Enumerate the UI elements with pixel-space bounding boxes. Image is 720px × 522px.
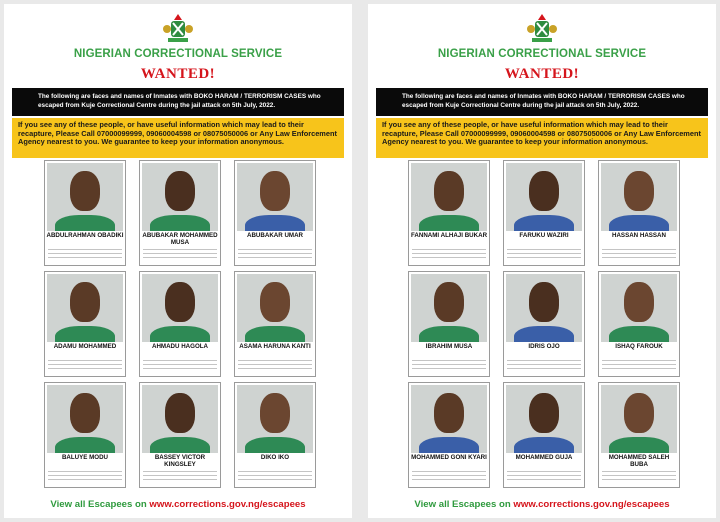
wanted-poster-right [368, 4, 716, 518]
inmate-photo [506, 163, 582, 231]
inmate-grid [408, 160, 680, 486]
inmate-photo [142, 274, 218, 342]
inmate-details [507, 468, 581, 484]
inmate-card [408, 382, 490, 488]
inmate-photo [601, 274, 677, 342]
inmate-name: ASAMA HARUNA KANTI [239, 343, 311, 350]
inmate-photo [411, 385, 487, 453]
inmate-photo [411, 274, 487, 342]
inmate-details [412, 246, 486, 262]
inmate-name: ABUBAKAR MOHAMMED MUSA [142, 232, 218, 246]
inmate-details [412, 357, 486, 373]
inmate-card [44, 382, 126, 488]
inmate-photo [47, 385, 123, 453]
inmate-name: FARUKU WAZIRI [519, 232, 569, 239]
inmate-details [602, 468, 676, 484]
inmate-card [598, 271, 680, 377]
inmate-photo [47, 163, 123, 231]
inmate-card [598, 382, 680, 488]
inmate-card [234, 160, 316, 266]
contact-notice: If you see any of these people, or have useful information which may lead to their recapture, Please Call 07000099999, 09060004598 or 08075050006 or Any Law Enforcement Agency nearest to you. We guarantee to keep your information anonymous. [376, 118, 708, 158]
inmate-card [234, 271, 316, 377]
inmate-name: ADAMU MOHAMMED [53, 343, 117, 350]
inmate-details [48, 357, 122, 373]
inmate-details [602, 357, 676, 373]
inmate-photo [237, 163, 313, 231]
inmate-name: MOHAMMED SALEH BUBA [608, 454, 670, 468]
inmate-details [507, 357, 581, 373]
inmate-card [139, 271, 221, 377]
escapees-link[interactable]: www.corrections.gov.ng/escapees [513, 499, 670, 510]
inmate-name: BALUYE MODU [61, 454, 109, 461]
inmate-details [238, 246, 312, 262]
inmate-card [408, 160, 490, 266]
inmate-details [602, 246, 676, 262]
inmate-card [503, 160, 585, 266]
inmate-name: ISHAQ FAROUK [615, 343, 663, 350]
inmate-name: IDRIS OJO [528, 343, 560, 350]
inmate-photo [506, 385, 582, 453]
inmate-photo [142, 163, 218, 231]
wanted-heading: WANTED! [504, 66, 580, 82]
inmate-details [143, 468, 217, 484]
inmate-photo [142, 385, 218, 453]
footer-lead: View all Escapees on [414, 499, 514, 510]
inmate-card [44, 271, 126, 377]
inmate-card [598, 160, 680, 266]
inmate-details [238, 357, 312, 373]
inmate-details [48, 246, 122, 262]
coat-of-arms-icon [524, 12, 560, 44]
escapees-link[interactable]: www.corrections.gov.ng/escapees [149, 499, 306, 510]
inmate-grid [44, 160, 316, 486]
inmate-details [48, 468, 122, 484]
inmate-photo [601, 385, 677, 453]
escapees-footer [368, 499, 716, 510]
inmate-details [143, 357, 217, 373]
inmate-details [143, 246, 217, 262]
inmate-details [412, 468, 486, 484]
inmate-card [408, 271, 490, 377]
inmate-photo [506, 274, 582, 342]
wanted-poster-left [4, 4, 352, 518]
coat-of-arms-icon [160, 12, 196, 44]
inmate-name: MOHAMMED GUJA [515, 454, 573, 461]
wanted-heading: WANTED! [140, 66, 216, 82]
inmate-name: ABUBAKAR UMAR [246, 232, 304, 239]
org-name: NIGERIAN CORRECTIONAL SERVICE [437, 48, 647, 60]
inmate-details [238, 468, 312, 484]
intro-notice: The following are faces and names of Inmates with BOKO HARAM / TERRORISM CASES who escaped from Kuje Correctional Centre during the jail attack on 5th July, 2022. [376, 88, 708, 116]
inmate-photo [237, 274, 313, 342]
inmate-photo [47, 274, 123, 342]
inmate-card [44, 160, 126, 266]
inmate-photo [411, 163, 487, 231]
inmate-name: AHMADU HAGOLA [151, 343, 209, 350]
escapees-footer [4, 499, 352, 510]
inmate-name: BASSEY VICTOR KINGSLEY [154, 454, 206, 468]
intro-notice: The following are faces and names of Inmates with BOKO HARAM / TERRORISM CASES who escaped from Kuje Correctional Centre during the jail attack on 5th July, 2022. [12, 88, 344, 116]
inmate-card [139, 382, 221, 488]
inmate-card [503, 382, 585, 488]
org-name: NIGERIAN CORRECTIONAL SERVICE [73, 48, 283, 60]
inmate-name: DIKO IKO [260, 454, 290, 461]
inmate-name: IBRAHIM MUSA [425, 343, 473, 350]
contact-notice: If you see any of these people, or have useful information which may lead to their recapture, Please Call 07000099999, 09060004598 or 08075050006 or Any Law Enforcement Agency nearest to you. We guarantee to keep your information anonymous. [12, 118, 344, 158]
inmate-name: HASSAN HASSAN [612, 232, 666, 239]
footer-lead: View all Escapees on [50, 499, 150, 510]
inmate-card [139, 160, 221, 266]
inmate-details [507, 246, 581, 262]
inmate-card [503, 271, 585, 377]
inmate-name: ABDULRAHMAN OBADIKI [46, 232, 124, 239]
inmate-name: MOHAMMED GONI KYARI [411, 454, 487, 461]
inmate-photo [237, 385, 313, 453]
inmate-name: FANNAMI ALHAJI BUKAR [410, 232, 488, 239]
inmate-card [234, 382, 316, 488]
inmate-photo [601, 163, 677, 231]
